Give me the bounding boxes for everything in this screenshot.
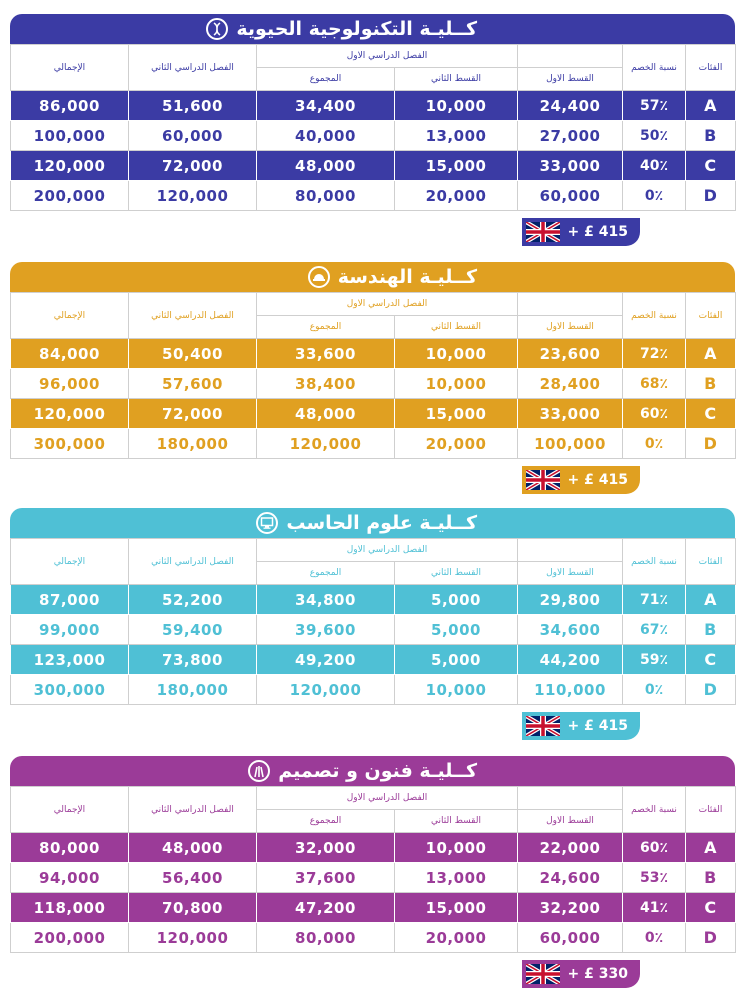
fee-amount: + £ 415 (567, 472, 628, 488)
cell-first-installment: 32,200 (518, 893, 623, 923)
cell-discount: 57٪ (623, 91, 686, 121)
cell-discount: 50٪ (623, 121, 686, 151)
cell-second-installment: 20,000 (395, 181, 518, 211)
cell-subtotal: 120,000 (257, 675, 395, 705)
cell-discount: 0٪ (623, 923, 686, 953)
cell-category: B (686, 615, 736, 645)
header-subtotal: المجموع (257, 562, 395, 585)
header-second-installment: القسط الثاني (395, 562, 518, 585)
header-blank (518, 45, 623, 68)
cell-first-installment: 28,400 (518, 369, 623, 399)
header-first-semester: الفصل الدراسي الاول (257, 45, 518, 68)
header-discount: نسبة الخصم (623, 293, 686, 339)
cell-category: A (686, 585, 736, 615)
cell-second-installment: 10,000 (395, 339, 518, 369)
header-blank (518, 539, 623, 562)
cell-first-installment: 29,800 (518, 585, 623, 615)
header-first-installment: القسط الاول (518, 562, 623, 585)
cell-discount: 68٪ (623, 369, 686, 399)
cell-total: 200,000 (11, 181, 129, 211)
header-subtotal: المجموع (257, 810, 395, 833)
table-row (11, 151, 736, 181)
uk-flag-icon (526, 716, 560, 736)
cell-second-semester: 60,000 (129, 121, 257, 151)
table-row (11, 181, 736, 211)
cell-total: 120,000 (11, 151, 129, 181)
uk-flag-icon (526, 470, 560, 490)
cell-total: 200,000 (11, 923, 129, 953)
fee-amount: + £ 415 (567, 224, 628, 240)
cell-discount: 40٪ (623, 151, 686, 181)
cell-category: B (686, 369, 736, 399)
fee-badge (522, 466, 640, 494)
header-total: الإجمالي (11, 539, 129, 585)
cell-second-installment: 13,000 (395, 863, 518, 893)
header-first-installment: القسط الاول (518, 810, 623, 833)
cell-second-semester: 50,400 (129, 339, 257, 369)
fee-badge (522, 960, 640, 988)
fees-table (10, 786, 736, 953)
cell-subtotal: 37,600 (257, 863, 395, 893)
cell-second-installment: 15,000 (395, 151, 518, 181)
header-categories: الفئات (686, 45, 736, 91)
fee-badge (522, 218, 640, 246)
header-first-semester: الفصل الدراسي الاول (257, 787, 518, 810)
cell-category: C (686, 399, 736, 429)
table-header-row (11, 787, 736, 810)
cell-category: D (686, 675, 736, 705)
cell-first-installment: 110,000 (518, 675, 623, 705)
cell-subtotal: 48,000 (257, 399, 395, 429)
cell-second-semester: 180,000 (129, 429, 257, 459)
header-second-semester: الفصل الدراسي الثاني (129, 293, 257, 339)
cell-second-installment: 10,000 (395, 833, 518, 863)
cell-first-installment: 24,400 (518, 91, 623, 121)
table-row (11, 91, 736, 121)
cell-discount: 41٪ (623, 893, 686, 923)
cell-discount: 71٪ (623, 585, 686, 615)
header-first-semester: الفصل الدراسي الاول (257, 539, 518, 562)
table-row (11, 339, 736, 369)
cell-second-installment: 10,000 (395, 675, 518, 705)
header-discount: نسبة الخصم (623, 45, 686, 91)
college-section (10, 14, 735, 246)
cell-second-installment: 15,000 (395, 893, 518, 923)
cell-second-installment: 5,000 (395, 645, 518, 675)
cell-category: D (686, 429, 736, 459)
cell-subtotal: 48,000 (257, 151, 395, 181)
cell-first-installment: 24,600 (518, 863, 623, 893)
cell-first-installment: 34,600 (518, 615, 623, 645)
header-discount: نسبة الخصم (623, 539, 686, 585)
cell-category: C (686, 151, 736, 181)
cell-first-installment: 33,000 (518, 399, 623, 429)
table-row (11, 121, 736, 151)
cell-total: 100,000 (11, 121, 129, 151)
cell-first-installment: 60,000 (518, 181, 623, 211)
computer-monitor-icon (256, 512, 278, 534)
cell-second-semester: 73,800 (129, 645, 257, 675)
cell-subtotal: 39,600 (257, 615, 395, 645)
header-total: الإجمالي (11, 45, 129, 91)
header-second-installment: القسط الثاني (395, 68, 518, 91)
header-subtotal: المجموع (257, 316, 395, 339)
cell-first-installment: 44,200 (518, 645, 623, 675)
college-title: كــليـة الهندسة (337, 266, 477, 288)
college-section (10, 262, 735, 494)
cell-second-installment: 5,000 (395, 615, 518, 645)
table-row (11, 923, 736, 953)
cell-total: 96,000 (11, 369, 129, 399)
cell-subtotal: 80,000 (257, 181, 395, 211)
cell-second-semester: 59,400 (129, 615, 257, 645)
fees-table (10, 44, 736, 211)
table-row (11, 833, 736, 863)
cell-subtotal: 80,000 (257, 923, 395, 953)
cell-subtotal: 49,200 (257, 645, 395, 675)
cell-total: 80,000 (11, 833, 129, 863)
cell-subtotal: 38,400 (257, 369, 395, 399)
cell-second-semester: 57,600 (129, 369, 257, 399)
cell-first-installment: 22,000 (518, 833, 623, 863)
cell-subtotal: 32,000 (257, 833, 395, 863)
header-categories: الفئات (686, 787, 736, 833)
header-second-installment: القسط الثاني (395, 316, 518, 339)
college-title: كــليـة علوم الحاسب (286, 512, 477, 534)
header-total: الإجمالي (11, 787, 129, 833)
header-second-semester: الفصل الدراسي الثاني (129, 787, 257, 833)
cell-discount: 72٪ (623, 339, 686, 369)
dna-icon (206, 18, 228, 40)
cell-first-installment: 33,000 (518, 151, 623, 181)
cell-second-semester: 70,800 (129, 893, 257, 923)
cell-subtotal: 34,400 (257, 91, 395, 121)
header-first-installment: القسط الاول (518, 68, 623, 91)
cell-total: 300,000 (11, 429, 129, 459)
cell-second-semester: 56,400 (129, 863, 257, 893)
college-title-bar (10, 262, 735, 292)
cell-second-installment: 20,000 (395, 923, 518, 953)
engineer-helmet-icon (308, 266, 330, 288)
cell-discount: 0٪ (623, 675, 686, 705)
table-header-row (11, 293, 736, 316)
cell-discount: 0٪ (623, 429, 686, 459)
cell-first-installment: 100,000 (518, 429, 623, 459)
cell-category: C (686, 645, 736, 675)
cell-total: 94,000 (11, 863, 129, 893)
uk-flag-icon (526, 964, 560, 984)
cell-discount: 60٪ (623, 833, 686, 863)
header-categories: الفئات (686, 539, 736, 585)
fees-table (10, 292, 736, 459)
table-row (11, 893, 736, 923)
cell-category: C (686, 893, 736, 923)
table-row (11, 585, 736, 615)
cell-discount: 60٪ (623, 399, 686, 429)
header-categories: الفئات (686, 293, 736, 339)
cell-second-semester: 180,000 (129, 675, 257, 705)
cell-discount: 0٪ (623, 181, 686, 211)
cell-second-semester: 120,000 (129, 923, 257, 953)
cell-first-installment: 60,000 (518, 923, 623, 953)
cell-subtotal: 47,200 (257, 893, 395, 923)
college-title-bar (10, 756, 735, 786)
paint-brushes-icon (248, 760, 270, 782)
cell-second-installment: 5,000 (395, 585, 518, 615)
cell-category: D (686, 181, 736, 211)
header-second-installment: القسط الثاني (395, 810, 518, 833)
cell-category: B (686, 863, 736, 893)
header-blank (518, 787, 623, 810)
cell-total: 99,000 (11, 615, 129, 645)
cell-subtotal: 33,600 (257, 339, 395, 369)
cell-total: 118,000 (11, 893, 129, 923)
header-second-semester: الفصل الدراسي الثاني (129, 539, 257, 585)
college-title-bar (10, 508, 735, 538)
cell-subtotal: 120,000 (257, 429, 395, 459)
header-first-installment: القسط الاول (518, 316, 623, 339)
cell-category: A (686, 91, 736, 121)
header-discount: نسبة الخصم (623, 787, 686, 833)
cell-total: 86,000 (11, 91, 129, 121)
cell-total: 123,000 (11, 645, 129, 675)
cell-second-installment: 10,000 (395, 91, 518, 121)
cell-second-semester: 72,000 (129, 151, 257, 181)
cell-subtotal: 40,000 (257, 121, 395, 151)
fee-amount: + £ 415 (567, 718, 628, 734)
cell-category: A (686, 833, 736, 863)
cell-second-semester: 120,000 (129, 181, 257, 211)
header-blank (518, 293, 623, 316)
table-header-row (11, 539, 736, 562)
fee-badge (522, 712, 640, 740)
table-row (11, 369, 736, 399)
college-title: كــليـة التكنولوجية الحيوية (236, 18, 477, 40)
cell-second-semester: 51,600 (129, 91, 257, 121)
fees-table (10, 538, 736, 705)
table-row (11, 399, 736, 429)
cell-second-installment: 15,000 (395, 399, 518, 429)
cell-total: 120,000 (11, 399, 129, 429)
cell-second-semester: 72,000 (129, 399, 257, 429)
cell-first-installment: 23,600 (518, 339, 623, 369)
cell-second-semester: 52,200 (129, 585, 257, 615)
table-header-row (11, 45, 736, 68)
college-title-bar (10, 14, 735, 44)
college-section (10, 508, 735, 740)
cell-total: 300,000 (11, 675, 129, 705)
header-first-semester: الفصل الدراسي الاول (257, 293, 518, 316)
table-row (11, 429, 736, 459)
cell-first-installment: 27,000 (518, 121, 623, 151)
college-title: كــليـة فنون و تصميم (278, 760, 477, 782)
cell-second-installment: 10,000 (395, 369, 518, 399)
college-section (10, 756, 735, 988)
cell-total: 87,000 (11, 585, 129, 615)
table-row (11, 645, 736, 675)
header-second-semester: الفصل الدراسي الثاني (129, 45, 257, 91)
cell-subtotal: 34,800 (257, 585, 395, 615)
fee-amount: + £ 330 (567, 966, 628, 982)
table-row (11, 615, 736, 645)
cell-discount: 67٪ (623, 615, 686, 645)
cell-category: B (686, 121, 736, 151)
header-subtotal: المجموع (257, 68, 395, 91)
uk-flag-icon (526, 222, 560, 242)
header-total: الإجمالي (11, 293, 129, 339)
table-row (11, 675, 736, 705)
cell-second-semester: 48,000 (129, 833, 257, 863)
table-row (11, 863, 736, 893)
cell-category: A (686, 339, 736, 369)
cell-category: D (686, 923, 736, 953)
cell-discount: 53٪ (623, 863, 686, 893)
cell-total: 84,000 (11, 339, 129, 369)
cell-second-installment: 13,000 (395, 121, 518, 151)
cell-second-installment: 20,000 (395, 429, 518, 459)
cell-discount: 59٪ (623, 645, 686, 675)
